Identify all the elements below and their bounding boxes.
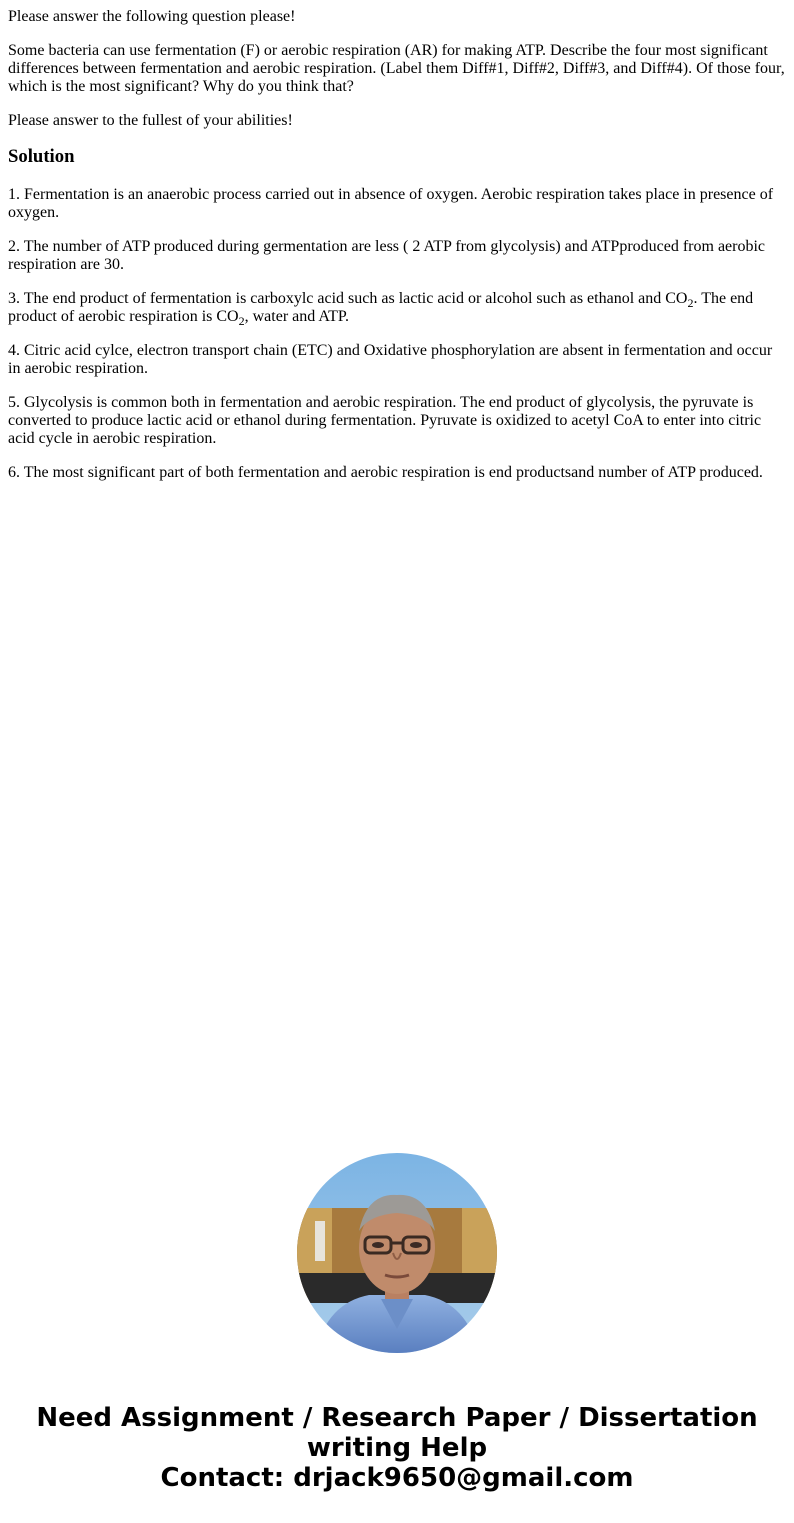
solution-point-5: 5. Glycolysis is common both in fermentation and aerobic respiration. The end product of glycolysis, the pyruvate is converted to produce lactic acid or ethanol during fermentation. Pyruvate is oxidized to acetyl CoA to enter into citric acid cycle in aerobic respiration.	[8, 394, 762, 447]
question-closing: Please answer to the fullest of your abilities!	[8, 112, 293, 129]
solution-point-1: 1. Fermentation is an anaerobic process carried out in absence of oxygen. Aerobic respiration takes place in presence of oxygen.	[8, 186, 774, 221]
document-content	[8, 8, 786, 498]
question-body: Some bacteria can use fermentation (F) or aerobic respiration (AR) for making ATP. Describe the four most significant differences between fermentation and aerobic respiration. (Label them Diff#1, Diff#2, Diff#3, and Diff#4). Of those four, which is the most significant? Why do you think that?	[8, 42, 785, 95]
question-intro: Please answer the following question please!	[8, 8, 296, 25]
co2-subscript: 2	[687, 296, 694, 310]
contact-banner	[0, 1403, 794, 1493]
avatar-photo	[297, 1153, 497, 1353]
banner-contact-email: Contact: drjack9650@gmail.com	[160, 1463, 634, 1493]
solution-point-3-part-b: . The end product of aerobic respiration is CO	[8, 290, 754, 325]
solution-point-3	[8, 290, 786, 326]
banner-line-2: writing Help	[306, 1433, 488, 1463]
solution-heading: Solution	[8, 146, 75, 167]
avatar	[297, 1153, 497, 1353]
co2-subscript: 2	[238, 314, 245, 328]
solution-point-3-part-c: , water and ATP.	[244, 308, 350, 325]
solution-point-6: 6. The most significant part of both fermentation and aerobic respiration is end productsand number of ATP produced.	[8, 464, 763, 481]
solution-point-4: 4. Citric acid cylce, electron transport chain (ETC) and Oxidative phosphorylation are absent in fermentation and occur in aerobic respiration.	[8, 342, 773, 377]
solution-point-3-part-a: 3. The end product of fermentation is carboxylc acid such as lactic acid or alcohol such as ethanol and CO	[8, 290, 688, 307]
banner-line-1: Need Assignment / Research Paper / Dissertation	[36, 1403, 758, 1433]
solution-point-2: 2. The number of ATP produced during germentation are less ( 2 ATP from glycolysis) and ATPproduced from aerobic respiration are 30.	[8, 238, 766, 273]
